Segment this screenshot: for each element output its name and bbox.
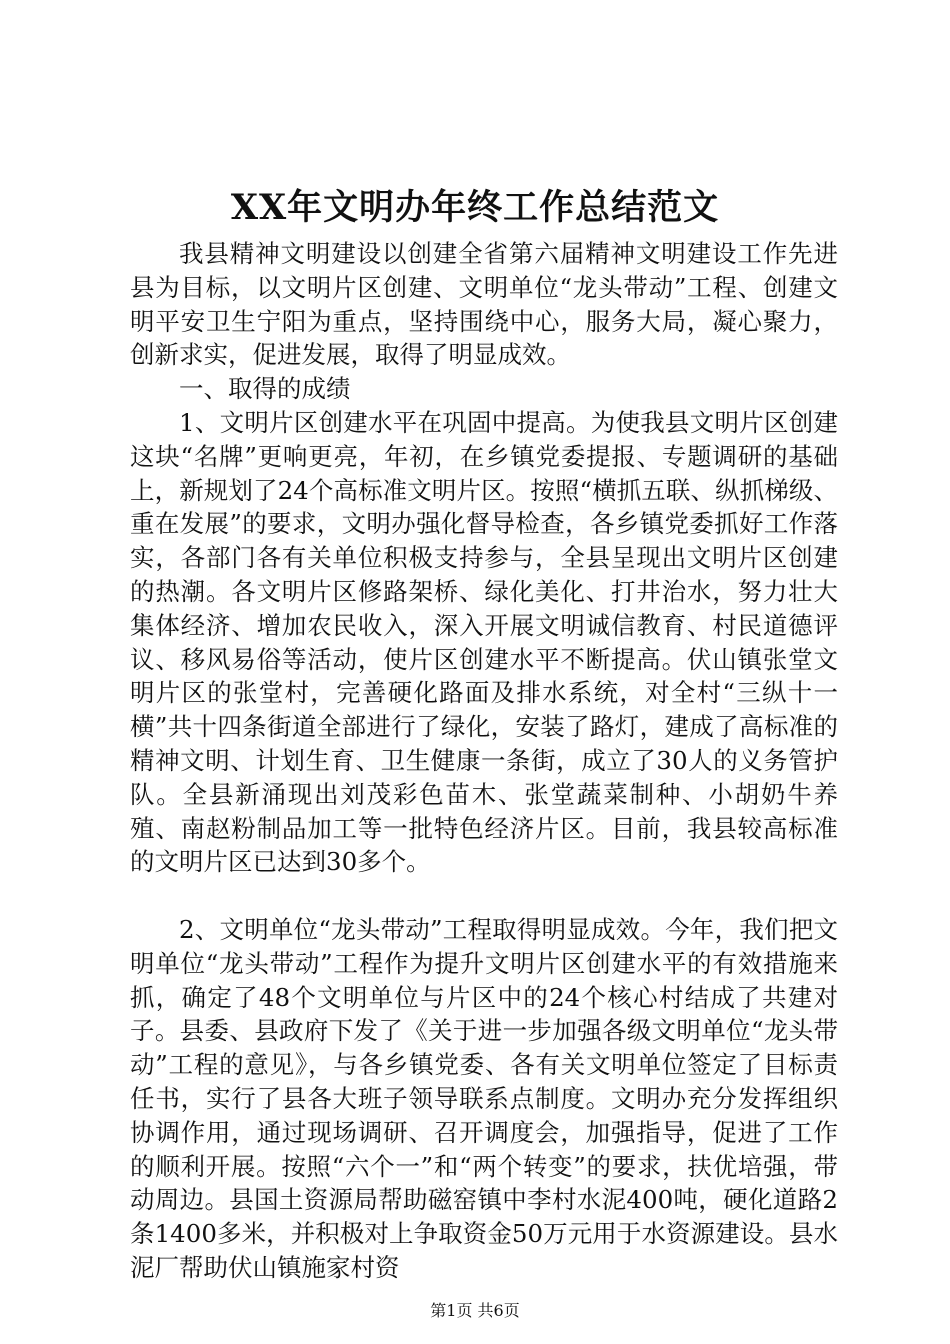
section-heading: 一、取得的成绩	[179, 374, 351, 404]
document-title: XX年文明办年终工作总结范文	[230, 187, 720, 228]
page-number: 第1页 共6页	[430, 1301, 520, 1320]
body-paragraph-1: 1、文明片区创建水平在巩固中提高。为使我县文明片区创建这块“名牌”更响更亮，年初，在乡镇党委提报、专题调研的基础上，新规划了24个高标准文明片区。按照“横抓五联、纵抓梯级、重在发展”的要求，文明办强化督导检查，各乡镇党委抓好工作落实，各部门各有关单位积极支持参与，全县呈现出文明片区创建的热潮。各文明片区修路架桥、绿化美化、打井治水，努力壮大集体经济、增加农民收入，深入开展文明诚信教育、村民道德评议、移风易俗等活动，使片区创建水平不断提高。伏山镇张堂文明片区的张堂村，完善硬化路面及排水系统，对全村“三纵十一横”共十四条街道全部进行了绿化，安装了路灯，建成了高标准的精神文明、计划生育、卫生健康一条街，成立了30人的义务管护队。全县新涌现出刘茂彩色苗木、张堂蔬菜制种、小胡奶牛养殖、南赵粉制品加工等一批特色经济片区。目前，我县较高标准的文明片区已达到30多个。	[130, 407, 838, 877]
body-paragraph-2: 2、文明单位“龙头带动”工程取得明显成效。今年，我们把文明单位“龙头带动”工程作为提升文明片区创建水平的有效措施来抓，确定了48个文明单位与片区中的24个核心村结成了共建对子。县委、县政府下发了《关于进一步加强各级文明单位“龙头带动”工程的意见》，与各乡镇党委、各有关文明单位签定了目标责任书，实行了县各大班子领导联系点制度。文明办充分发挥组织协调作用，通过现场调研、召开调度会，加强指导，促进了工作的顺利开展。按照“六个一”和“两个转变”的要求，扶优培强，带动周边。县国土资源局帮助磁窑镇中李村水泥400吨，硬化道路2条1400多米，并积极对上争取资金50万元用于水资源建设。县水泥厂帮助伏山镇施家村资	[130, 914, 838, 1282]
document-body	[130, 237, 838, 1285]
intro-paragraph: 我县精神文明建设以创建全省第六届精神文明建设工作先进县为目标，以文明片区创建、文明单位“龙头带动”工程、创建文明平安卫生宁阳为重点，坚持围绕中心，服务大局，凝心聚力，创新求实，促进发展，取得了明显成效。	[130, 239, 838, 370]
